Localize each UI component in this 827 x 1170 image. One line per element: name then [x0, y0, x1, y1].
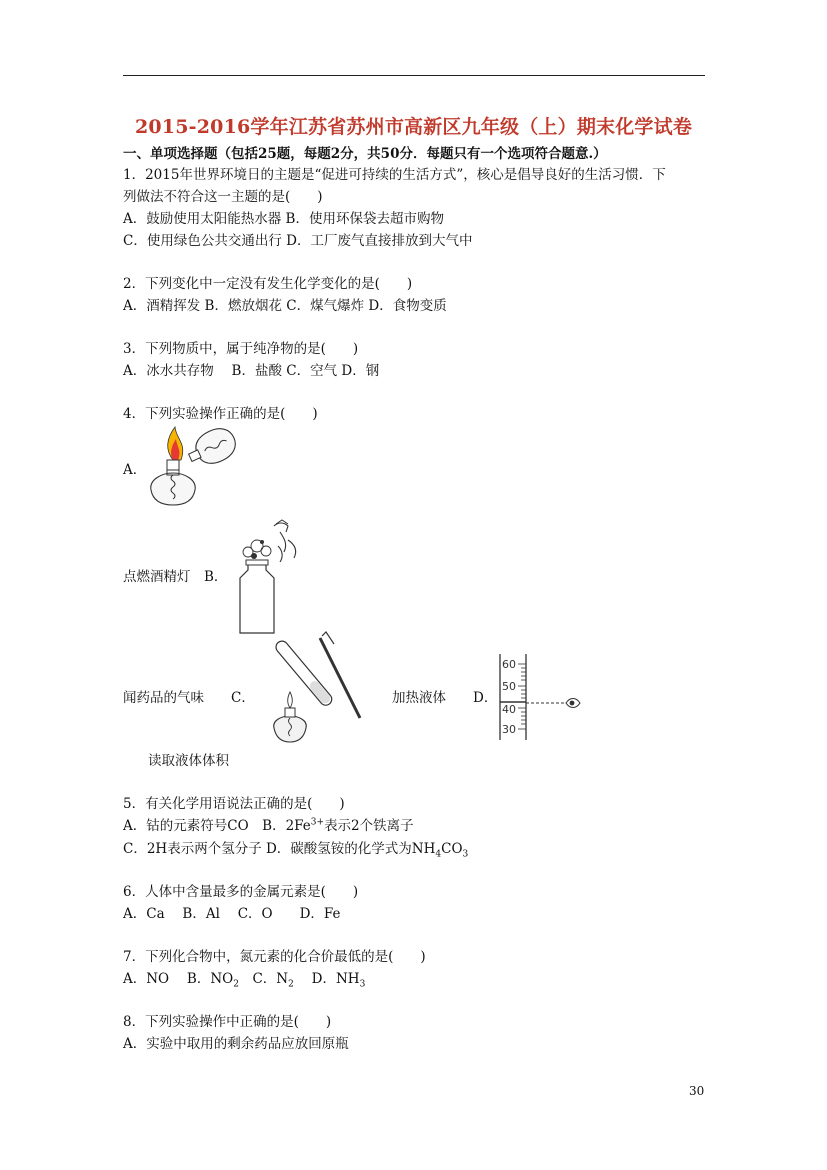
tick-50: 50	[502, 680, 516, 693]
alcohol-lamp-lighting-figure	[143, 425, 243, 513]
page-number: 30	[689, 1084, 705, 1098]
q1-stem-line1: 1．2015年世界环境日的主题是“促进可持续的生活方式”，核心是倡导良好的生活习惯．下	[123, 167, 666, 183]
q4-stem: 4．下列实验操作正确的是( )	[123, 406, 318, 422]
graduated-cylinder-figure	[496, 652, 586, 742]
q4-option-a-label: A．	[123, 462, 147, 478]
q4-caption-a-b: 点燃酒精灯 B．	[123, 569, 228, 585]
tick-60: 60	[502, 658, 516, 671]
exam-title: 2015-2016学年江苏省苏州市高新区九年级（上）期末化学试卷	[134, 116, 693, 138]
q2-options: A．酒精挥发 B．燃放烟花 C．煤气爆炸 D．食物变质	[123, 298, 447, 314]
tick-40: 40	[502, 703, 516, 716]
q7-stem: 7．下列化合物中，氮元素的化合价最低的是( )	[123, 949, 426, 965]
header-rule	[123, 75, 705, 76]
q6-options: A．Ca B．Al C．O D．Fe	[123, 906, 341, 922]
q1-options-ab: A．鼓励使用太阳能热水器 B．使用环保袋去超市购物	[123, 211, 444, 227]
q4-caption-b-c: 闻药品的气味 C．	[123, 690, 255, 706]
q5-options-cd: C．2H表示两个氢分子 D．碳酸氢铵的化学式为$NH_4CO_3$	[123, 841, 469, 860]
q3-stem: 3．下列物质中，属于纯净物的是( )	[123, 341, 359, 357]
q2-stem: 2．下列变化中一定没有发生化学变化的是( )	[123, 276, 413, 292]
q8-stem: 8．下列实验操作中正确的是( )	[123, 1014, 332, 1030]
heating-liquid-figure	[260, 618, 366, 748]
q5-options-ab: A．钴的元素符号CO B．$2Fe^{3+}$表示2个铁离子	[123, 817, 414, 834]
tick-30: 30	[502, 723, 516, 736]
q7-options: A．NO B．$NO_2$ C．$N_2$ D．$NH_3$	[123, 971, 366, 990]
q3-options: A．冰水共存物 B．盐酸 C．空气 D．钢	[123, 363, 380, 379]
q4-caption-d: 读取液体体积	[148, 753, 229, 769]
q6-stem: 6．人体中含量最多的金属元素是( )	[123, 884, 359, 900]
section-heading: 一、单项选择题（包括25题，每题2分，共50分．每题只有一个选项符合题意.）	[123, 146, 607, 162]
q8-option-a: A．实验中取用的剩余药品应放回原瓶	[123, 1036, 349, 1052]
q5-stem: 5．有关化学用语说法正确的是( )	[123, 796, 345, 812]
q4-caption-c-d: 加热液体 D．	[392, 690, 498, 706]
q1-options-cd: C．使用绿色公共交通出行 D．工厂废气直接排放到大气中	[123, 233, 473, 249]
q1-stem-line2: 列做法不符合这一主题的是( )	[123, 189, 323, 205]
